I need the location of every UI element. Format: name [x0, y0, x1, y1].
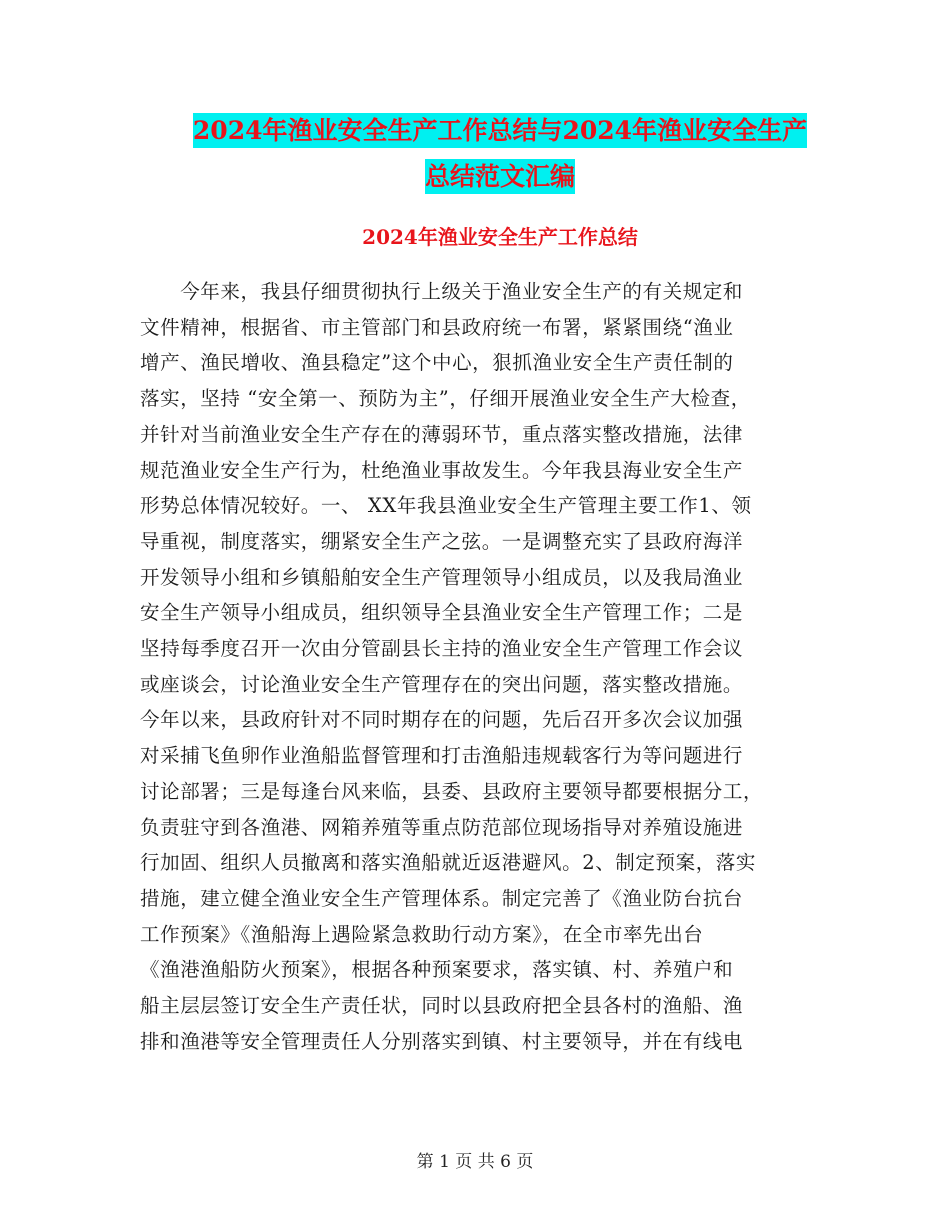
- document-title-line-1: 2024年渔业安全生产工作总结与2024年渔业安全生产: [193, 113, 807, 148]
- body-line: 负责驻守到各渔港、网箱养殖等重点防范部位现场指导对养殖设施进: [140, 815, 744, 839]
- document-title: [140, 108, 860, 200]
- body-line: 或座谈会，讨论渔业安全生产管理存在的突出问题，落实整改措施。: [140, 672, 744, 696]
- body-line: 行加固、组织人员撤离和落实渔船就近返港避风。2、制定预案，落实: [140, 851, 757, 875]
- body-paragraph: [140, 274, 820, 1059]
- body-line: 坚持每季度召开一次由分管副县长主持的渔业安全生产管理工作会议: [140, 637, 744, 661]
- body-line: 今年以来，县政府针对不同时期存在的问题，先后召开多次会议加强: [140, 708, 744, 732]
- page-number-footer: 第 1 页 共 6 页: [416, 1152, 534, 1172]
- body-line: 开发领导小组和乡镇船舶安全生产管理领导小组成员，以及我局渔业: [140, 565, 744, 589]
- body-line: 排和渔港等安全管理责任人分别落实到镇、村主要领导，并在有线电: [140, 1029, 744, 1053]
- body-line: 并针对当前渔业安全生产存在的薄弱环节，重点落实整改措施，法律: [140, 422, 744, 446]
- document-title-line-2: 总结范文汇编: [425, 159, 575, 194]
- body-line: 措施，建立健全渔业安全生产管理体系。制定完善了《渔业防台抗台: [140, 886, 744, 910]
- body-line: 今年来，我县仔细贯彻执行上级关于渔业安全生产的有关规定和: [140, 280, 744, 303]
- body-line: 文件精神，根据省、市主管部门和县政府统一布署，紧紧围绕“渔业: [140, 315, 734, 339]
- body-line: 落实，坚持 “安全第一、预防为主”，仔细开展渔业安全生产大检查，: [140, 387, 751, 411]
- body-line: 增产、渔民增收、渔县稳定”这个中心，狠抓渔业安全生产责任制的: [140, 351, 734, 375]
- body-line: 船主层层签订安全生产责任状，同时以县政府把全县各村的渔船、渔: [140, 994, 744, 1018]
- body-line: 对采捕飞鱼卵作业渔船监督管理和打击渔船违规载客行为等问题进行: [140, 744, 744, 768]
- body-line: 工作预案》《渔船海上遇险紧急救助行动方案》，在全市率先出台: [140, 922, 704, 946]
- section-heading: 2024年渔业安全生产工作总结: [362, 225, 638, 249]
- body-line: 安全生产领导小组成员，组织领导全县渔业安全生产管理工作；二是: [140, 601, 744, 625]
- body-line: 《渔港渔船防火预案》，根据各种预案要求，落实镇、村、养殖户和: [140, 958, 734, 982]
- body-line: 讨论部署；三是每逢台风来临，县委、县政府主要领导都要根据分工，: [140, 779, 764, 803]
- body-line: 形势总体情况较好。一、 XX年我县渔业安全生产管理主要工作1、领: [140, 494, 752, 518]
- body-line: 规范渔业安全生产行为，杜绝渔业事故发生。今年我县海业安全生产: [140, 458, 744, 482]
- body-line: 导重视，制度落实，绷紧安全生产之弦。一是调整充实了县政府海洋: [140, 529, 744, 553]
